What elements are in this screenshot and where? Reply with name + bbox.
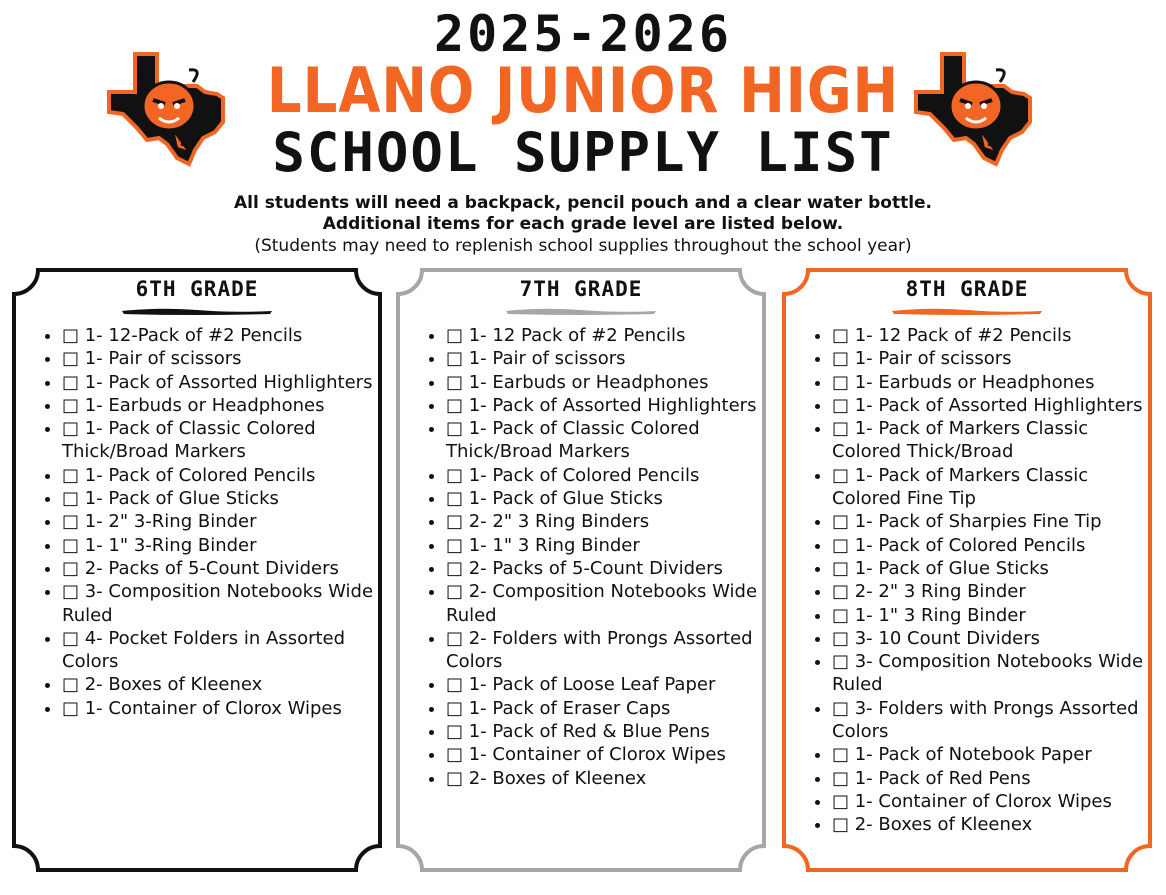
list-item: • □ 1- Container of Clorox Wipes: [446, 743, 770, 766]
intro-line-2: Additional items for each grade level are listed below.: [322, 214, 844, 234]
list-item: • □ 1- 12 Pack of #2 Pencils: [832, 324, 1156, 347]
list-item: • □ 1- Pack of Colored Pencils: [832, 534, 1156, 557]
list-item: • □ 2- Boxes of Kleenex: [446, 767, 770, 790]
list-item: • □ 1- Earbuds or Headphones: [62, 394, 386, 417]
list-item: • □ 1- 1" 3 Ring Binder: [446, 534, 770, 557]
list-item: • □ 1- Pair of scissors: [446, 347, 770, 370]
grade-title: 6TH GRADE: [135, 277, 259, 301]
list-item: • □ 1- 1" 3 Ring Binder: [832, 604, 1156, 627]
brush-underline: [120, 306, 274, 316]
list-item: • □ 1- Pack of Classic Colored Thick/Broad Markers: [446, 417, 770, 464]
list-item: • □ 2- Boxes of Kleenex: [832, 813, 1156, 836]
grade-title: 8TH GRADE: [905, 277, 1029, 301]
list-item: • □ 1- Pack of Assorted Highlighters: [62, 371, 386, 394]
hornet-texas-logo-icon: [105, 48, 235, 170]
list-item: • □ 1- Pack of Loose Leaf Paper: [446, 673, 770, 696]
list-item: • □ 1- Pair of scissors: [62, 347, 386, 370]
list-item: • □ 1- 2" 3-Ring Binder: [62, 510, 386, 533]
list-item: • □ 1- Pack of Glue Sticks: [446, 487, 770, 510]
list-item: • □ 1- Pack of Markers Classic Colored Fine Tip: [832, 464, 1156, 511]
grade-panel-8: [782, 268, 1152, 872]
list-item: • □ 1- 12 Pack of #2 Pencils: [446, 324, 770, 347]
grade-panel-7: [396, 268, 766, 872]
supply-list-title: SCHOOL SUPPLY LIST: [272, 121, 894, 184]
list-item: • □ 1- Pack of Glue Sticks: [832, 557, 1156, 580]
grade-title: 7TH GRADE: [519, 277, 643, 301]
list-item: • □ 1- Pack of Colored Pencils: [446, 464, 770, 487]
list-item: • □ 1- Container of Clorox Wipes: [832, 790, 1156, 813]
list-item: • □ 1- Pair of scissors: [832, 347, 1156, 370]
list-item: • □ 1- Pack of Red & Blue Pens: [446, 720, 770, 743]
list-item: • □ 2- Packs of 5-Count Dividers: [446, 557, 770, 580]
list-item: • □ 4- Pocket Folders in Assorted Colors: [62, 627, 386, 674]
list-item: • □ 1- Pack of Assorted Highlighters: [832, 394, 1156, 417]
list-item: • □ 3- Folders with Prongs Assorted Colors: [832, 697, 1156, 744]
supply-list: [810, 324, 1156, 837]
list-item: • □ 1- Pack of Notebook Paper: [832, 743, 1156, 766]
brush-underline: [504, 306, 658, 316]
hornet-texas-logo-icon: [912, 48, 1042, 170]
list-item: • □ 1- Pack of Eraser Caps: [446, 697, 770, 720]
list-item: • □ 1- Pack of Classic Colored Thick/Broad Markers: [62, 417, 386, 464]
list-item: • □ 2- Boxes of Kleenex: [62, 673, 386, 696]
intro-line-3: (Students may need to replenish school supplies throughout the school year): [254, 236, 912, 256]
list-item: • □ 1- Pack of Red Pens: [832, 767, 1156, 790]
list-item: • □ 3- 10 Count Dividers: [832, 627, 1156, 650]
list-item: • □ 2- Composition Notebooks Wide Ruled: [446, 580, 770, 627]
year-heading: 2025-2026: [434, 5, 732, 63]
list-item: • □ 1- Earbuds or Headphones: [832, 371, 1156, 394]
list-item: • □ 1- Earbuds or Headphones: [446, 371, 770, 394]
supply-list: [40, 324, 386, 720]
list-item: • □ 1- Pack of Assorted Highlighters: [446, 394, 770, 417]
list-item: • □ 2- 2" 3 Ring Binders: [446, 510, 770, 533]
list-item: • □ 1- 12-Pack of #2 Pencils: [62, 324, 386, 347]
list-item: • □ 2- Packs of 5-Count Dividers: [62, 557, 386, 580]
list-item: • □ 1- Pack of Glue Sticks: [62, 487, 386, 510]
list-item: • □ 3- Composition Notebooks Wide Ruled: [62, 580, 386, 627]
list-item: • □ 1- Container of Clorox Wipes: [62, 697, 386, 720]
grade-panel-6: [12, 268, 382, 872]
intro-line-1: All students will need a backpack, pencil pouch and a clear water bottle.: [233, 193, 933, 213]
list-item: • □ 1- Pack of Colored Pencils: [62, 464, 386, 487]
list-item: • □ 1- Pack of Sharpies Fine Tip: [832, 510, 1156, 533]
list-item: • □ 1- 1" 3-Ring Binder: [62, 534, 386, 557]
school-name: LLANO JUNIOR HIGH: [266, 54, 900, 127]
list-item: • □ 2- 2" 3 Ring Binder: [832, 580, 1156, 603]
list-item: • □ 2- Folders with Prongs Assorted Colors: [446, 627, 770, 674]
list-item: • □ 1- Pack of Markers Classic Colored Thick/Broad: [832, 417, 1156, 464]
supply-list: [424, 324, 770, 790]
brush-underline: [890, 306, 1044, 316]
list-item: • □ 3- Composition Notebooks Wide Ruled: [832, 650, 1156, 697]
